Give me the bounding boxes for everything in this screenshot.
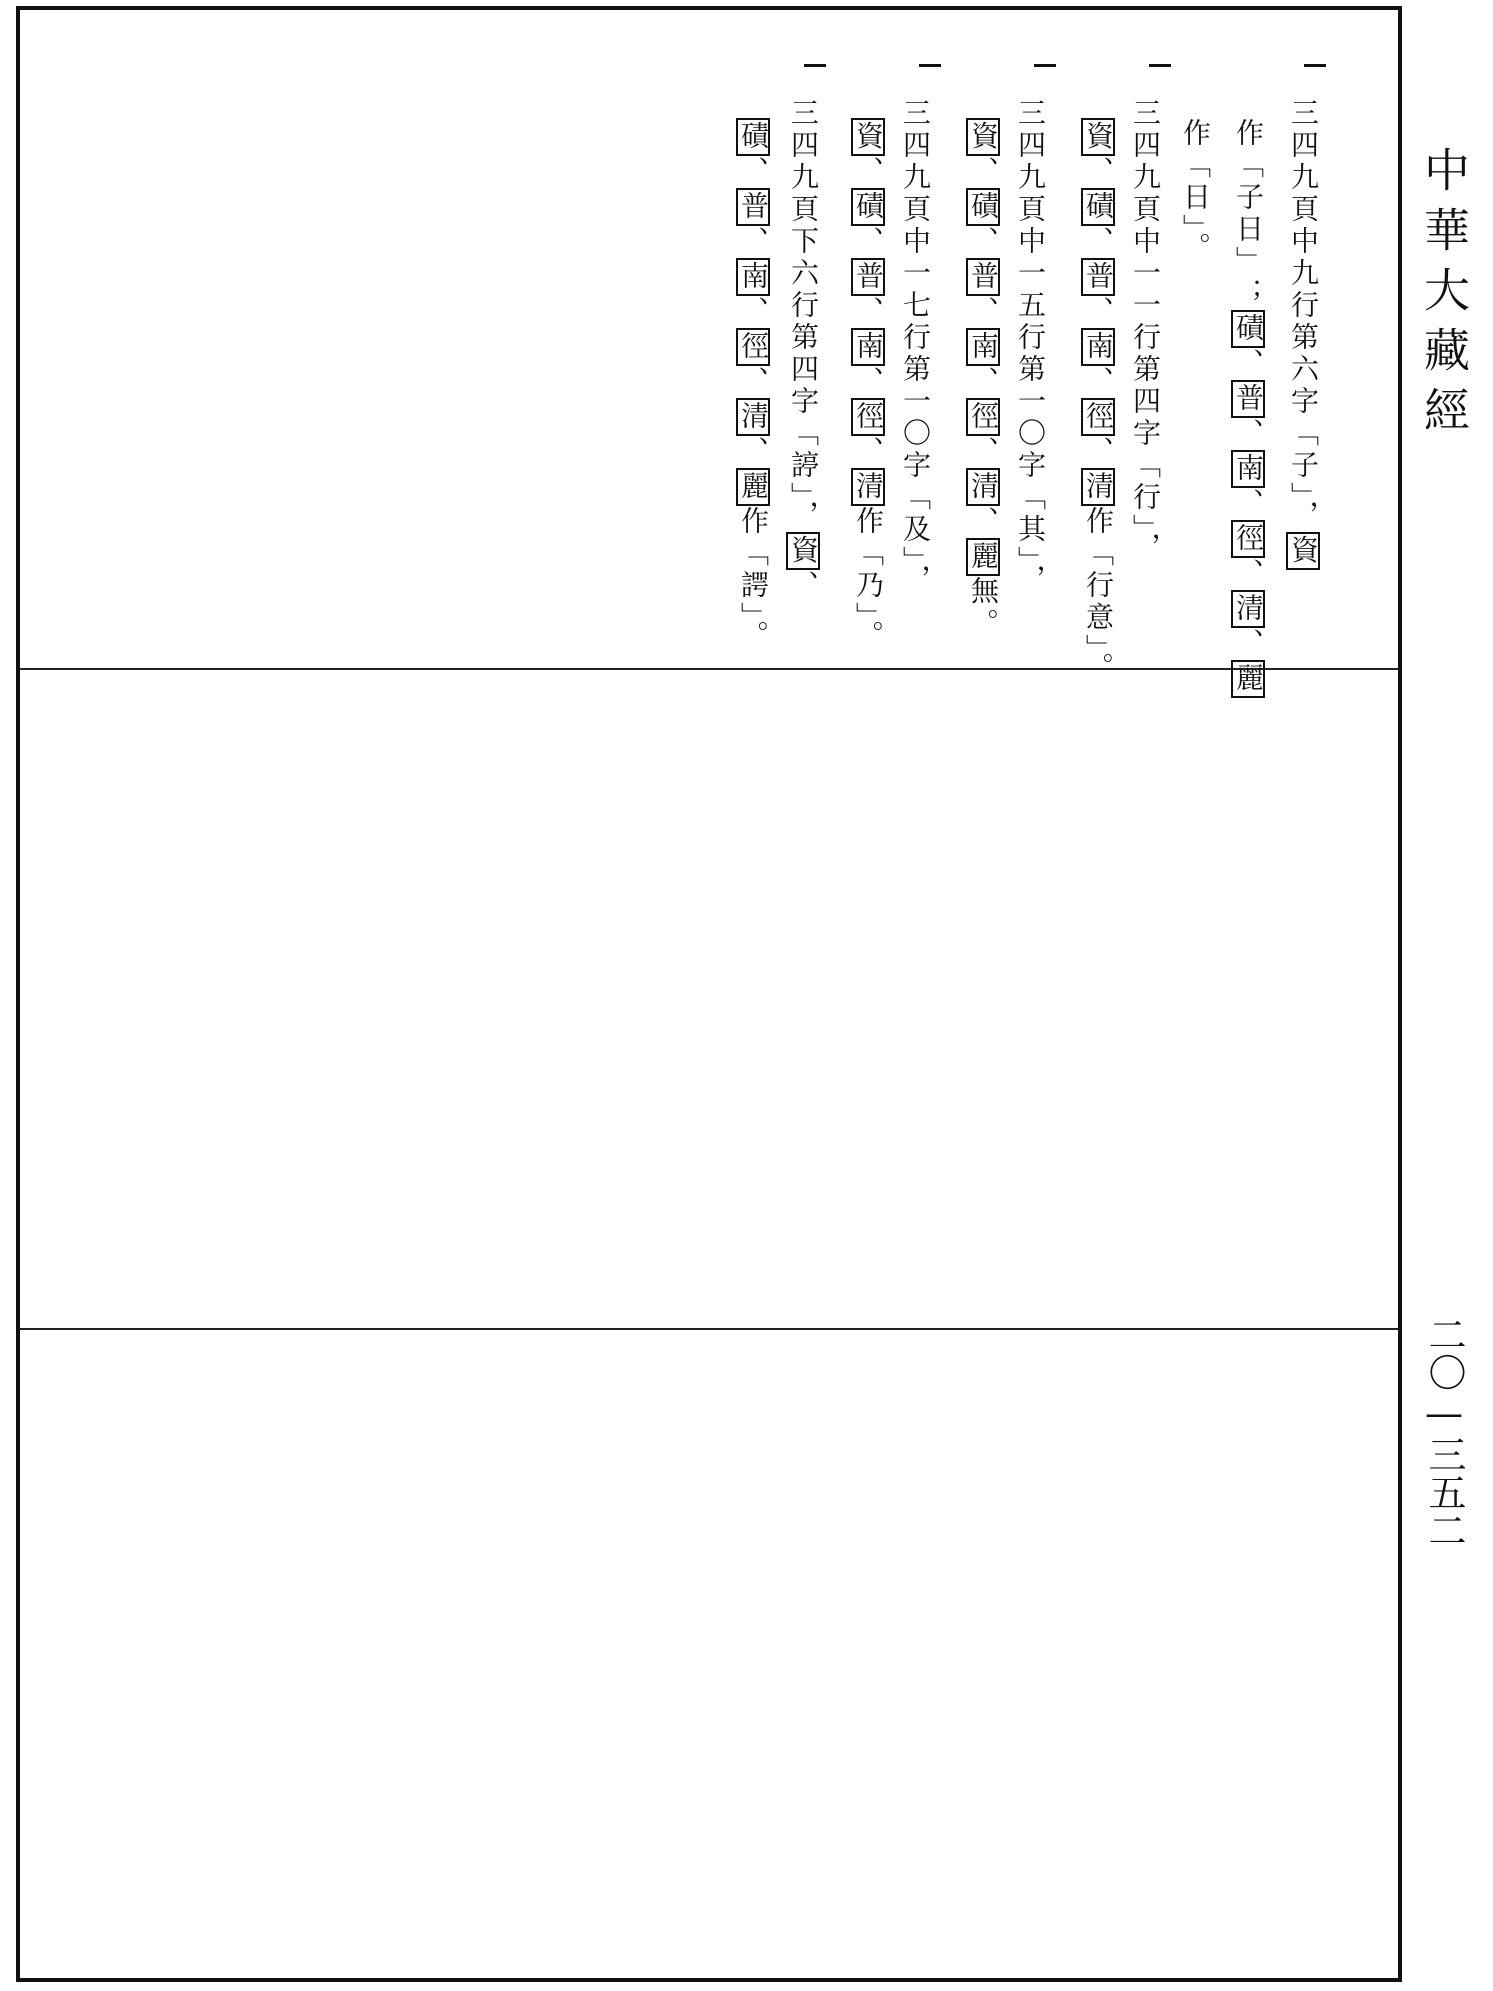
note-text: 、 [967, 506, 1000, 538]
section-divider-upper [20, 668, 1398, 670]
note-text: 、 [852, 436, 885, 468]
note-column [1129, 98, 1162, 564]
note-bullet-dash [804, 64, 826, 67]
edition-siglum: 麗 [966, 538, 1000, 576]
note-text: 、 [737, 436, 770, 468]
note-text: 三四九頁中九行第六字「子」， [1287, 98, 1320, 532]
note-bullet-dash [1149, 64, 1171, 67]
edition-siglum: 磧 [1231, 310, 1265, 348]
edition-siglum: 普 [736, 188, 770, 226]
note-text: 、 [967, 156, 1000, 188]
section-divider-lower [20, 1328, 1398, 1330]
edition-siglum: 徑 [851, 398, 885, 436]
note-text: 、 [852, 226, 885, 258]
edition-siglum: 徑 [736, 328, 770, 366]
page-number: 二〇—三五二 [1422, 1315, 1466, 1549]
edition-siglum: 南 [851, 328, 885, 366]
note-column [851, 118, 885, 652]
edition-siglum: 資 [1081, 118, 1115, 156]
note-text: 作「日」。 [1179, 118, 1212, 264]
edition-siglum: 南 [736, 258, 770, 296]
edition-siglum: 清 [736, 398, 770, 436]
edition-siglum: 資 [966, 118, 1000, 156]
note-column [786, 98, 820, 602]
note-text: 、 [852, 156, 885, 188]
edition-siglum: 磧 [736, 118, 770, 156]
note-text: 、 [1082, 436, 1115, 468]
note-text: 、 [1082, 296, 1115, 328]
note-column [1081, 118, 1115, 684]
note-text: 、 [737, 226, 770, 258]
note-text: 作「乃」。 [852, 506, 885, 652]
edition-siglum: 麗 [736, 468, 770, 506]
note-text: 、 [1232, 418, 1265, 450]
edition-siglum: 清 [1081, 468, 1115, 506]
note-text: 、 [1232, 558, 1265, 590]
edition-siglum: 南 [1231, 450, 1265, 488]
note-text: 作「行意」。 [1082, 506, 1115, 684]
note-bullet-dash [919, 64, 941, 67]
edition-siglum: 清 [966, 468, 1000, 506]
note-text: 作「子日」； [1232, 118, 1265, 310]
note-text: 三四九頁中一五行第一〇字「其」， [1014, 98, 1047, 596]
note-column [736, 118, 770, 652]
note-text: 、 [1082, 156, 1115, 188]
note-column [899, 98, 932, 596]
edition-siglum: 磧 [1081, 188, 1115, 226]
note-text: 、 [852, 296, 885, 328]
edition-siglum: 南 [966, 328, 1000, 366]
note-text: 三四九頁下六行第四字「諪」， [787, 98, 820, 532]
edition-siglum: 磧 [966, 188, 1000, 226]
edition-siglum: 資 [851, 118, 885, 156]
note-text: 、 [787, 570, 820, 602]
note-bullet-dash [1034, 64, 1056, 67]
note-column [1231, 118, 1265, 698]
edition-siglum: 普 [1081, 258, 1115, 296]
edition-siglum: 普 [1231, 380, 1265, 418]
note-text: 三四九頁中一一行第四字「行」， [1129, 98, 1162, 564]
edition-siglum: 資 [786, 532, 820, 570]
edition-siglum: 徑 [966, 398, 1000, 436]
edition-siglum: 南 [1081, 328, 1115, 366]
note-text: 、 [967, 366, 1000, 398]
edition-siglum: 徑 [1081, 398, 1115, 436]
note-text: 、 [967, 296, 1000, 328]
note-bullet-dash [1304, 64, 1326, 67]
book-title: 中華大藏經 [1417, 146, 1471, 446]
note-column [966, 118, 1000, 640]
note-column [1286, 98, 1320, 570]
note-text: 、 [1232, 628, 1265, 660]
note-text: 無。 [967, 576, 1000, 640]
note-text: 三四九頁中一七行第一〇字「及」， [899, 98, 932, 596]
note-text: 、 [737, 366, 770, 398]
note-text: 、 [737, 156, 770, 188]
edition-siglum: 麗 [1231, 660, 1265, 698]
note-column [1014, 98, 1047, 596]
edition-siglum: 普 [966, 258, 1000, 296]
edition-siglum: 普 [851, 258, 885, 296]
edition-siglum: 資 [1286, 532, 1320, 570]
note-text: 、 [737, 296, 770, 328]
note-text: 、 [1232, 488, 1265, 520]
edition-siglum: 清 [851, 468, 885, 506]
page-frame [16, 6, 1402, 1982]
note-text: 、 [1082, 226, 1115, 258]
note-text: 、 [967, 226, 1000, 258]
note-text: 、 [967, 436, 1000, 468]
edition-siglum: 徑 [1231, 520, 1265, 558]
note-text: 、 [852, 366, 885, 398]
note-column [1179, 118, 1212, 264]
note-text: 作「諤」。 [737, 506, 770, 652]
note-text: 、 [1232, 348, 1265, 380]
edition-siglum: 磧 [851, 188, 885, 226]
note-text: 、 [1082, 366, 1115, 398]
edition-siglum: 清 [1231, 590, 1265, 628]
